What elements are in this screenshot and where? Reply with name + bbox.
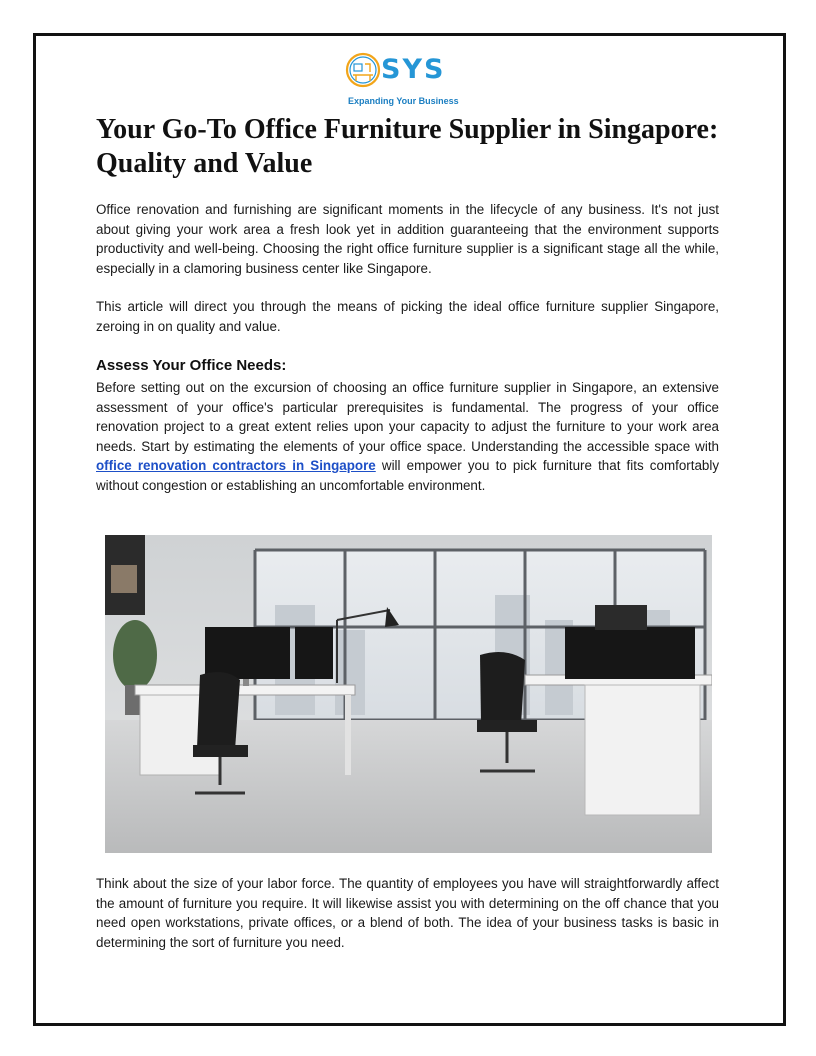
logo-name: SYS: [381, 54, 446, 85]
section-paragraph-1: [96, 378, 719, 495]
page-title: Your Go-To Office Furniture Supplier in Singapore: Quality and Value: [96, 114, 719, 179]
company-logo[interactable]: [345, 48, 470, 106]
section-paragraph-1-end: will empower you to pick furniture that fits comfortably without congestion or establishing an uncomfortable environment.: [96, 458, 720, 493]
intro-paragraph-1: Office renovation and furnishing are significant moments in the lifecycle of any business. It's not just about giving your work area a fresh look yet in addition guaranteeing that the environment supports productivity and well-being. Choosing the right office furniture supplier is a significant stage all the while, especially in a clamoring business center like Singapore.: [96, 202, 719, 276]
section-paragraph-1-start: Before setting out on the excursion of choosing an office furniture supplier in Singapore, an extensive assessment of your office's particular prerequisites is fundamental. The progress of your office renovation project to a great extent relies upon your capacity to adjust the furniture to your work area needs. Start by estimating the elements of your office space. Understanding the accessible space with: [96, 380, 719, 454]
desk-logo-icon: [345, 50, 381, 92]
section-paragraph-2: Think about the size of your labor force. The quantity of employees you have will straightforwardly affect the amount of furniture you require. It will likewise assist you with determining on the off chance that you need open workstations, private offices, or a blend of both. The idea of your business tasks is basic in determining the sort of furniture you need.: [96, 876, 719, 950]
logo-tagline: Expanding Your Business: [348, 96, 459, 106]
office-photo: [105, 535, 712, 853]
section-heading: Assess Your Office Needs:: [96, 357, 287, 374]
intro-paragraph-2: This article will direct you through the means of picking the ideal office furniture supplier Singapore, zeroing in on quality and value.: [96, 299, 719, 334]
office-renovation-link[interactable]: office renovation contractors in Singapore: [96, 458, 376, 473]
